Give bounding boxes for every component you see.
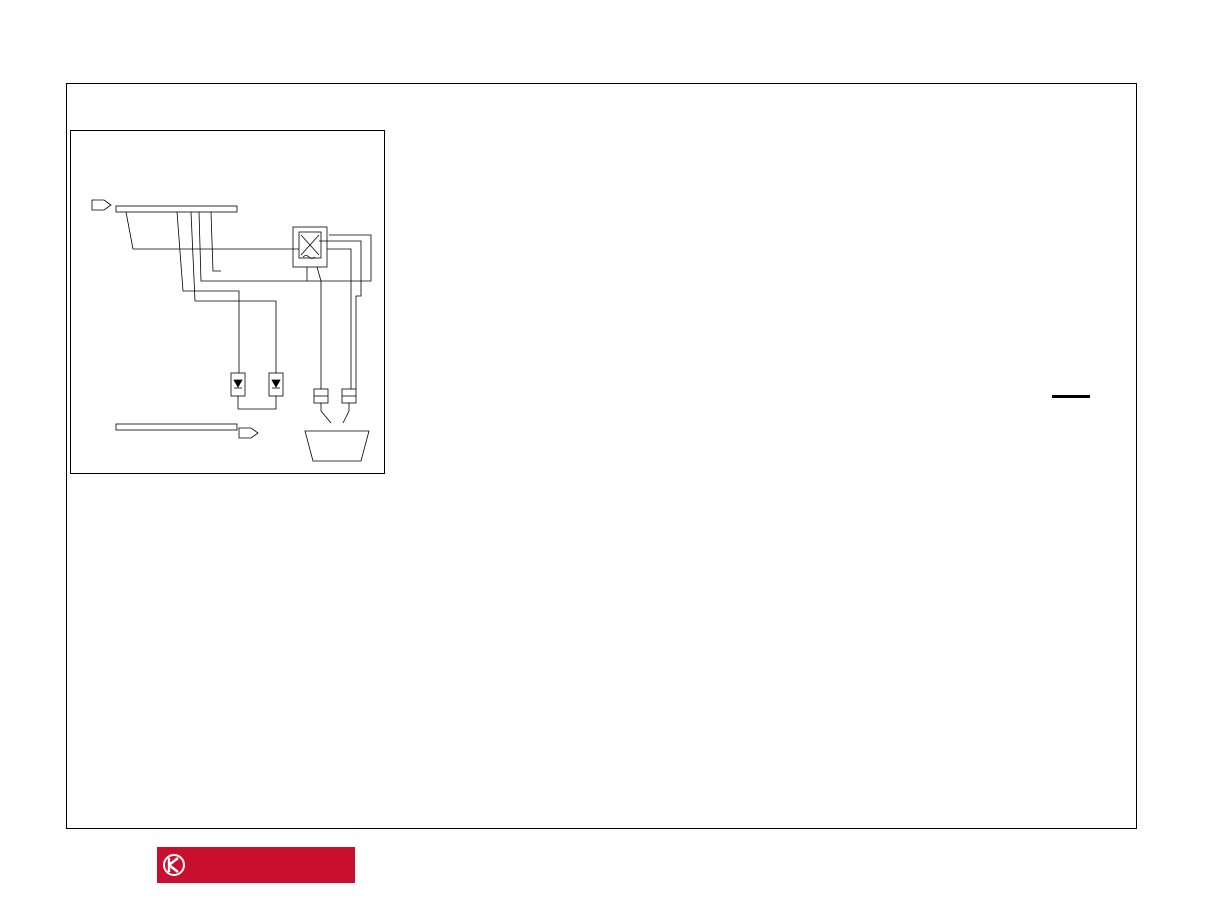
kenworth-logo-box [157,847,355,883]
bottom-connector [116,424,237,430]
b3-relay [293,227,327,267]
prod-serv-table [1052,395,1090,398]
wiring-diagram [71,131,384,473]
detail-a-panel [70,130,385,474]
drl1-flag-icon [239,428,258,438]
drl2-flag-icon [92,200,111,210]
buzzer-body [305,431,369,461]
kenworth-emblem-icon [163,850,185,880]
kenworth-logo [157,847,355,885]
top-connector [116,206,237,212]
